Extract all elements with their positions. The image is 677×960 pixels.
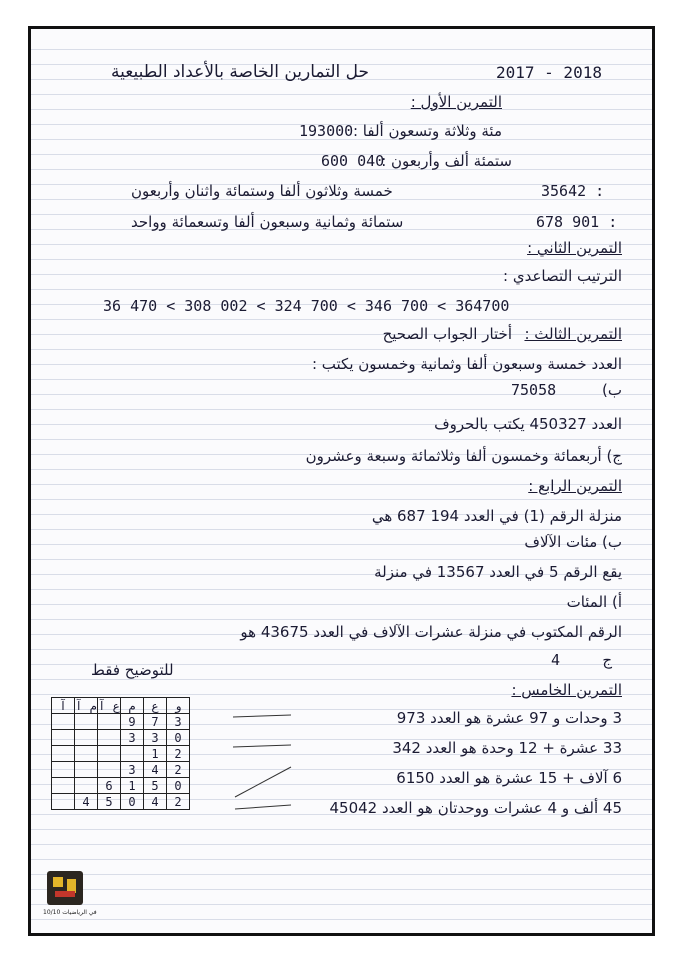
ruled-line <box>31 589 652 590</box>
connector-arrow <box>233 745 291 747</box>
ex3-answer-1-letter: ب) <box>602 381 622 399</box>
ex5-line-2: 33 عشرة + 12 وحدة هو العدد 342 <box>392 739 622 757</box>
place-value-cell: 9 <box>121 714 144 730</box>
place-value-cell <box>98 746 121 762</box>
ruled-line <box>31 529 652 530</box>
ruled-line <box>31 499 652 500</box>
ruled-line <box>31 829 652 830</box>
place-value-cell <box>98 714 121 730</box>
connector-arrows <box>231 709 301 819</box>
place-value-row <box>52 714 190 730</box>
place-value-cell <box>75 746 98 762</box>
place-value-cell: 0 <box>121 794 144 810</box>
place-value-row <box>52 778 190 794</box>
ex5-line-3: 6 آلاف + 15 عشرة هو العدد 6150 <box>396 769 622 787</box>
ex1-line-2-text: ستمئة ألف وأربعون : <box>381 152 512 170</box>
exercise-3-heading: التمرين الثالث : <box>524 325 622 343</box>
place-value-cell: 3 <box>121 730 144 746</box>
page-title: حل التمارين الخاصة بالأعداد الطبيعية <box>111 62 370 82</box>
ex1-line-1-number: 193000 <box>299 122 354 140</box>
logo-caption: 10/10 في الرياضيات <box>43 909 97 916</box>
place-value-row <box>52 746 190 762</box>
place-value-cell <box>75 714 98 730</box>
ruled-line <box>31 679 652 680</box>
place-value-row <box>52 762 190 778</box>
ex1-line-4-text: ستمائة وثمانية وسبعون ألفا وتسعمائة وواحد <box>131 213 404 231</box>
ruled-line <box>31 109 652 110</box>
place-value-header: آ <box>52 698 75 714</box>
place-value-cell: 6 <box>98 778 121 794</box>
place-value-cell <box>52 778 75 794</box>
ruled-line <box>31 889 652 890</box>
ex4-answer-3-letter: ج <box>602 651 612 669</box>
place-value-cell <box>75 730 98 746</box>
exercise-4-heading: التمرين الرابع : <box>528 477 622 495</box>
place-value-cell: 3 <box>167 714 190 730</box>
ruled-line <box>31 409 652 410</box>
ex1-line-2-number: 600 040 <box>321 152 385 170</box>
ruled-line <box>31 259 652 260</box>
ex1-line-3-text: خمسة وثلاثون ألفا وستمائة واثنان وأربعون <box>131 182 393 200</box>
place-value-cell: 0 <box>167 778 190 794</box>
place-value-header: ع آ <box>98 698 120 713</box>
ruled-line <box>31 844 652 845</box>
ex4-question-1: منزلة الرقم (1) في العدد 194 687 هي <box>371 507 622 525</box>
ruled-line <box>31 874 652 875</box>
place-value-cell <box>75 778 98 794</box>
place-value-cell: 3 <box>121 762 144 778</box>
place-value-table <box>51 697 190 810</box>
ruled-line <box>31 349 652 350</box>
place-value-cell: 2 <box>167 746 190 762</box>
ex4-answer-3-value: 4 <box>551 651 561 669</box>
connector-arrow <box>235 805 291 809</box>
place-value-row <box>52 794 190 810</box>
ex3-question-1: العدد خمسة وسبعون ألفا وثمانية وخمسون يكتب : <box>311 355 622 373</box>
ruled-line <box>31 379 652 380</box>
place-value-header: و <box>167 698 190 714</box>
ruled-line <box>31 919 652 920</box>
exercise-5-heading: التمرين الخامس : <box>511 681 622 699</box>
ruled-line <box>31 289 652 290</box>
place-value-cell <box>98 762 121 778</box>
place-value-cell: 2 <box>167 762 190 778</box>
logo-icon <box>47 871 83 905</box>
ex4-answer-1: ب) مئات الآلاف <box>524 533 622 551</box>
place-value-cell: 7 <box>144 714 167 730</box>
ex1-line-1-text: مئة وثلاثة وتسعون ألفا : <box>352 122 502 140</box>
ruled-line <box>31 604 652 605</box>
place-value-cell: 4 <box>75 794 98 810</box>
place-value-row <box>52 730 190 746</box>
ex5-line-1: 3 وحدات و 97 عشرة هو العدد 973 <box>396 709 622 727</box>
place-value-header: م <box>121 698 144 714</box>
ex4-answer-2: أ) المئات <box>566 593 622 611</box>
place-value-cell: 1 <box>144 746 167 762</box>
ruled-line <box>31 859 652 860</box>
ex3-question-2: العدد 450327 يكتب بالحروف <box>434 415 622 433</box>
place-value-cell <box>52 730 75 746</box>
place-value-cell: 3 <box>144 730 167 746</box>
place-value-cell: 0 <box>167 730 190 746</box>
place-value-header-row <box>52 698 190 714</box>
ruled-line <box>31 94 652 95</box>
ex2-subtitle: الترتيب التصاعدي : <box>503 267 622 285</box>
place-value-cell <box>98 730 121 746</box>
ruled-line <box>31 904 652 905</box>
exercise-2-heading: التمرين الثاني : <box>527 239 622 257</box>
ruled-line <box>31 394 652 395</box>
place-value-cell: 5 <box>144 778 167 794</box>
place-value-cell <box>52 794 75 810</box>
ruled-line <box>31 439 652 440</box>
ex3-instruction: أختار الجواب الصحيح <box>382 325 512 343</box>
ruled-line <box>31 559 652 560</box>
connector-arrow <box>233 715 291 717</box>
place-value-cell: 4 <box>144 762 167 778</box>
place-value-cell <box>52 746 75 762</box>
ruled-line <box>31 469 652 470</box>
ex2-ascending-order: 36 470 < 308 002 < 324 700 < 346 700 < 364700 <box>103 297 510 315</box>
ruled-line <box>31 649 652 650</box>
ruled-line <box>31 319 652 320</box>
ex4-question-3: الرقم المكتوب في منزلة عشرات الآلاف في العدد 43675 هو <box>240 623 622 641</box>
place-value-cell <box>52 714 75 730</box>
ex3-answer-2: ج) أربعمائة وخمسون ألفا وثلاثمائة وسبعة وعشرون <box>305 447 622 465</box>
ex4-question-2: يقع الرقم 5 في العدد 13567 في منزلة <box>374 563 622 581</box>
ex1-line-4-number: 678 901 : <box>536 213 618 231</box>
place-value-cell: 4 <box>144 794 167 810</box>
ex3-answer-1-value: 75058 <box>511 381 557 399</box>
place-value-cell: 1 <box>121 778 144 794</box>
place-value-header: م آ <box>75 698 97 713</box>
school-year: 2017 - 2018 <box>496 63 602 82</box>
ruled-line <box>31 49 652 50</box>
connector-arrow <box>235 767 291 797</box>
exercise-1-heading: التمرين الأول : <box>410 93 502 111</box>
place-value-header: ع <box>144 698 167 714</box>
place-value-cell <box>75 762 98 778</box>
place-value-cell: 5 <box>98 794 121 810</box>
ruled-line <box>31 619 652 620</box>
ex5-note: للتوضيح فقط <box>91 661 174 679</box>
ex5-line-4: 45 ألف و 4 عشرات ووحدتان هو العدد 45042 <box>329 799 622 817</box>
place-value-cell: 2 <box>167 794 190 810</box>
ex1-line-3-number: 35642 : <box>541 182 605 200</box>
worksheet-page <box>28 26 655 936</box>
place-value-cell <box>52 762 75 778</box>
place-value-cell <box>121 746 144 762</box>
